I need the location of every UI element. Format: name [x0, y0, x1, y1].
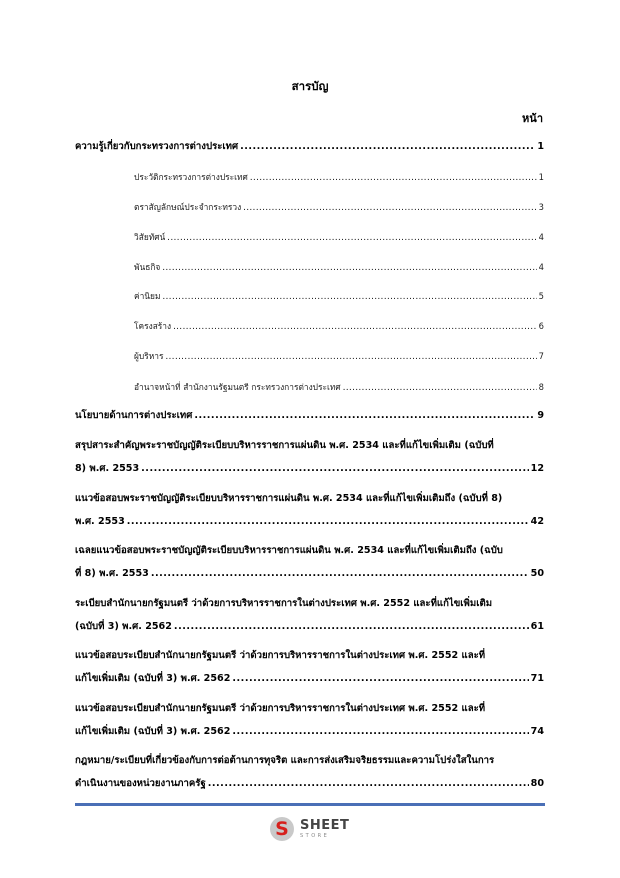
- toc-subentry[interactable]: [134, 201, 544, 213]
- toc-entry-section6-line1[interactable]: ระเบียบสำนักนายกรัฐมนตรี ว่าด้วยการบริหารราชการในต่างประเทศ พ.ศ. 2552 และที่แก้ไขเพิ่มเติม: [75, 598, 493, 609]
- toc-subentry[interactable]: [134, 231, 544, 243]
- toc-entry-section6-line2[interactable]: [75, 621, 544, 633]
- toc-label: พ.ศ. 2553: [75, 516, 125, 527]
- toc-page-number: 7: [538, 351, 544, 361]
- toc-entry-section3-line2[interactable]: [75, 463, 544, 475]
- leader-dots: [173, 320, 537, 332]
- toc-subentry[interactable]: [134, 320, 544, 332]
- toc-label: ประวัติกระทรวงการต่างประเทศ: [134, 172, 248, 182]
- toc-entry-section7-line2[interactable]: [75, 673, 544, 685]
- logo-subtitle: STORE: [300, 833, 330, 839]
- leader-dots: [165, 350, 536, 362]
- toc-entry-section8-line1[interactable]: แนวข้อสอบระเบียบสำนักนายกรัฐมนตรี ว่าด้วยการบริหารราชการในต่างประเทศ พ.ศ. 2552 และที่: [75, 703, 486, 714]
- leader-dots: [162, 261, 536, 273]
- toc-label: ค่านิยม: [134, 291, 161, 301]
- toc-page-number: 9: [537, 410, 544, 421]
- leader-dots: [127, 516, 529, 528]
- toc-label: วิสัยทัศน์: [134, 232, 166, 242]
- toc-entry-section7-line1[interactable]: แนวข้อสอบระเบียบสำนักนายกรัฐมนตรี ว่าด้วยการบริหารราชการในต่างประเทศ พ.ศ. 2552 และที่: [75, 650, 486, 661]
- toc-label: แก้ไขเพิ่มเติม (ฉบับที่ 3) พ.ศ. 2562: [75, 726, 231, 737]
- toc-label: ความรู้เกี่ยวกับกระทรวงการต่างประเทศ: [75, 141, 239, 152]
- toc-page-number: 1: [537, 141, 544, 152]
- toc-page-number: 4: [538, 232, 544, 242]
- toc-entry-section8-line2[interactable]: [75, 726, 544, 738]
- leader-dots: [208, 778, 529, 790]
- sheet-store-logo: [270, 815, 370, 843]
- toc-entry-section1[interactable]: [75, 141, 544, 153]
- leader-dots: [232, 673, 528, 685]
- toc-subentry[interactable]: [134, 171, 544, 183]
- toc-entry-section2[interactable]: [75, 410, 544, 422]
- toc-entry-section3-line1[interactable]: สรุปสาระสำคัญพระราชบัญญัติระเบียบบริหารราชการแผ่นดิน พ.ศ. 2534 และที่แก้ไขเพิ่มเติม (ฉบับที่: [75, 440, 494, 451]
- leader-dots: [243, 201, 536, 213]
- toc-page-number: 4: [538, 262, 544, 272]
- toc-subentry[interactable]: [134, 350, 544, 362]
- toc-label: ดำเนินงานของหน่วยงานภาครัฐ: [75, 778, 206, 789]
- toc-label: ที่ 8) พ.ศ. 2553: [75, 568, 149, 579]
- toc-page-number: 71: [530, 673, 544, 684]
- logo-mark-icon: [270, 817, 294, 841]
- leader-dots: [194, 410, 535, 422]
- leader-dots: [240, 141, 535, 153]
- page-title: สารบัญ: [291, 79, 329, 93]
- toc-entry-section9-line1[interactable]: กฎหมาย/ระเบียบที่เกี่ยวข้องกับการต่อต้านการทุจริต และการส่งเสริมจริยธรรมและความโปร่งใสในการ: [75, 755, 495, 766]
- toc-page-number: 61: [530, 621, 544, 632]
- toc-page-number: 80: [530, 778, 544, 789]
- toc-page-number: 8: [538, 382, 544, 392]
- toc-label: (ฉบับที่ 3) พ.ศ. 2562: [75, 621, 172, 632]
- toc-page-number: 74: [530, 726, 544, 737]
- logo-text: [300, 819, 349, 839]
- toc-page-number: 12: [530, 463, 544, 474]
- leader-dots: [232, 726, 528, 738]
- leader-dots: [141, 463, 528, 475]
- toc-entry-section9-line2[interactable]: [75, 778, 544, 790]
- leader-dots: [174, 621, 529, 633]
- logo-letter: S: [275, 818, 289, 840]
- toc-page-number: 3: [538, 202, 544, 212]
- toc-entry-section4-line2[interactable]: [75, 516, 544, 528]
- toc-subentry[interactable]: [134, 290, 544, 302]
- toc-label: 8) พ.ศ. 2553: [75, 463, 140, 474]
- toc-page-number: 6: [538, 321, 544, 331]
- toc-label: พันธกิจ: [134, 262, 161, 272]
- leader-dots: [167, 231, 536, 243]
- toc-page-number: 5: [538, 291, 544, 301]
- toc-label: แก้ไขเพิ่มเติม (ฉบับที่ 3) พ.ศ. 2562: [75, 673, 231, 684]
- toc-label: ตราสัญลักษณ์ประจำกระทรวง: [134, 202, 242, 212]
- toc-label: ผู้บริหาร: [134, 351, 164, 361]
- logo-word: SHEET: [300, 818, 350, 833]
- toc-entry-section5-line1[interactable]: เฉลยแนวข้อสอบพระราชบัญญัติระเบียบบริหารราชการแผ่นดิน พ.ศ. 2534 และที่แก้ไขเพิ่มเติมถึง (ฉบับ: [75, 545, 503, 556]
- leader-dots: [250, 171, 537, 183]
- footer-divider: [75, 803, 545, 806]
- leader-dots: [343, 381, 537, 393]
- page-column-header: หน้า: [522, 112, 543, 125]
- toc-label: นโยบายด้านการต่างประเทศ: [75, 410, 193, 421]
- leader-dots: [162, 290, 536, 302]
- toc-entry-section5-line2[interactable]: [75, 568, 544, 580]
- toc-label: อำนาจหน้าที่ สำนักงานรัฐมนตรี กระทรวงการต่างประเทศ: [134, 382, 341, 392]
- toc-subentry[interactable]: [134, 381, 544, 393]
- toc-page-number: 42: [530, 516, 544, 527]
- toc-page-number: 50: [530, 568, 544, 579]
- leader-dots: [151, 568, 529, 580]
- toc-label: โครงสร้าง: [134, 321, 172, 331]
- toc-subentry[interactable]: [134, 261, 544, 273]
- toc-entry-section4-line1[interactable]: แนวข้อสอบพระราชบัญญัติระเบียบบริหารราชการแผ่นดิน พ.ศ. 2534 และที่แก้ไขเพิ่มเติมถึง (ฉบับที่ 8): [75, 493, 503, 504]
- toc-page-number: 1: [538, 172, 544, 182]
